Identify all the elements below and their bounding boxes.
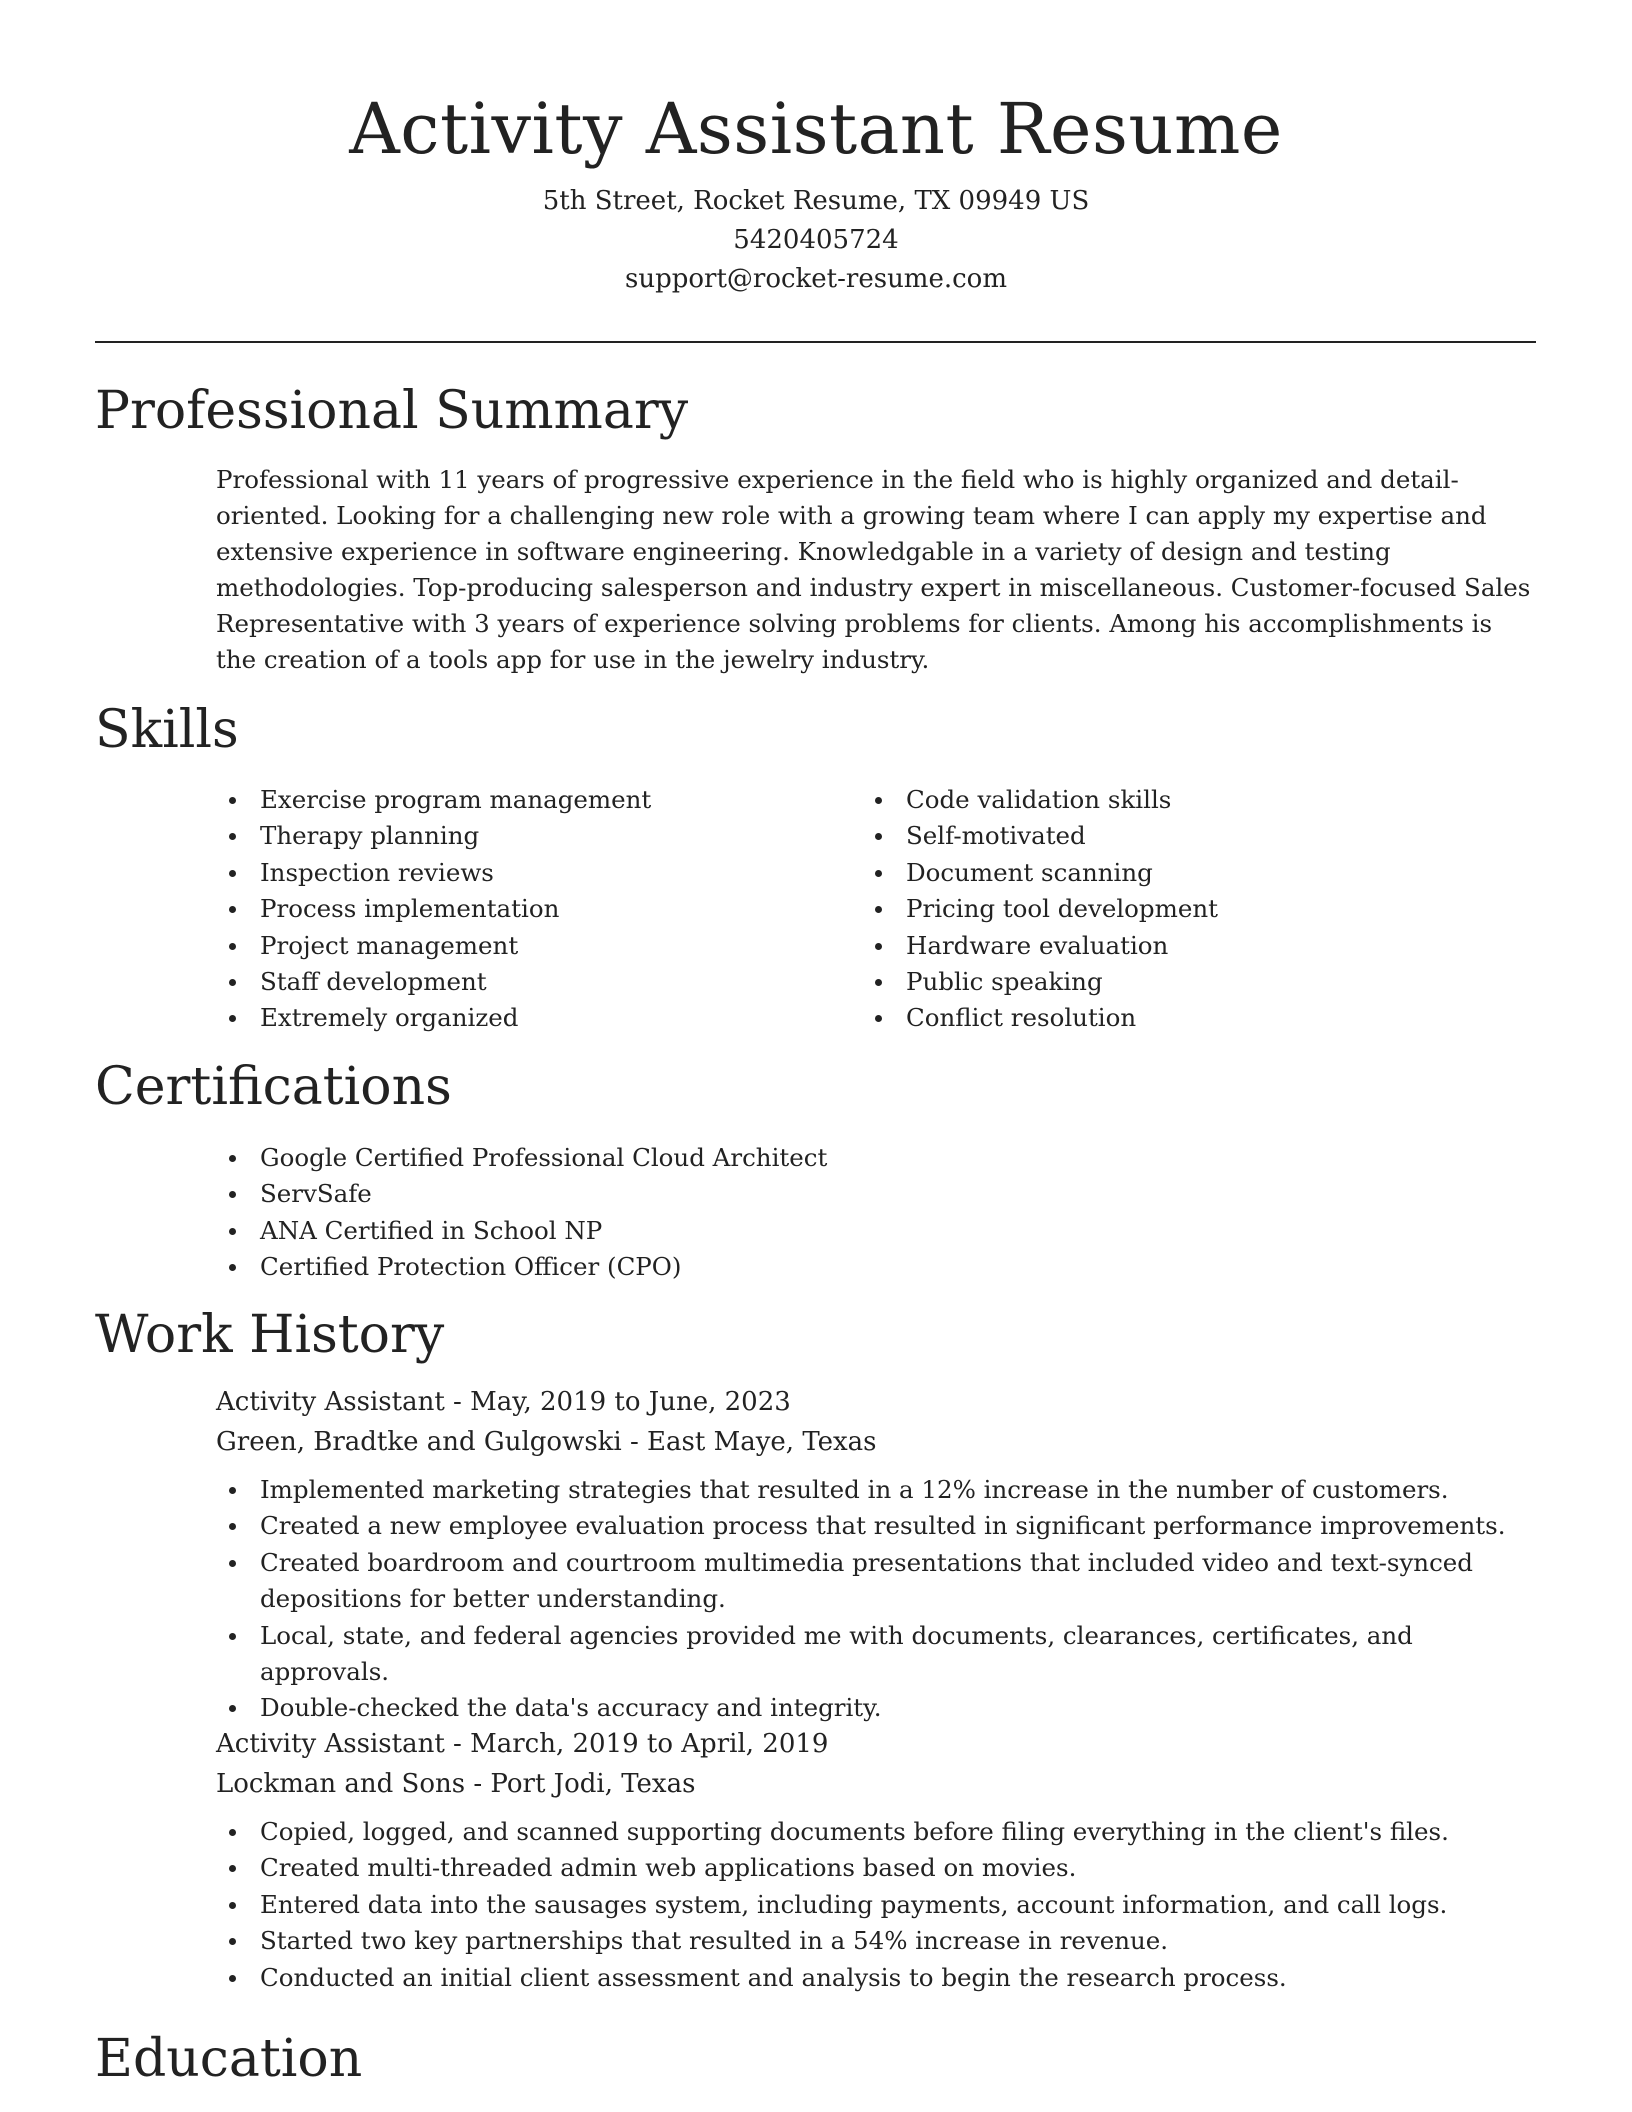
job-bullets (216, 1814, 1536, 1996)
header-divider (95, 341, 1536, 343)
skill-item: Project management (216, 928, 651, 964)
resume-header (0, 84, 1632, 299)
job-dates: - May, 2019 to June, 2023 (444, 1387, 791, 1417)
job-company: Green, Bradtke and Gulgowski (216, 1427, 622, 1457)
job-company-line (216, 1764, 1536, 1804)
skill-item: Therapy planning (216, 818, 651, 854)
job-bullets (216, 1472, 1536, 1727)
certifications-list (216, 1140, 827, 1286)
job-bullet: Conducted an initial client assessment and analysis to begin the research process. (216, 1960, 1536, 1996)
skill-item: Inspection reviews (216, 855, 651, 891)
skills-heading: Skills (95, 700, 239, 760)
job-entry (216, 1724, 1536, 1996)
job-bullet: Started two key partnerships that resulted in a 54% increase in revenue. (216, 1923, 1536, 1959)
job-location: - Port Jodi, Texas (465, 1769, 696, 1799)
job-dates: - March, 2019 to April, 2019 (444, 1729, 829, 1759)
skill-item: Extremely organized (216, 1000, 651, 1036)
work-history-heading: Work History (95, 1305, 445, 1365)
contact-phone: 5420405724 (733, 225, 899, 255)
certification-item: ServSafe (216, 1176, 827, 1212)
job-role: Activity Assistant (216, 1729, 445, 1759)
certifications-heading: Certifications (95, 1057, 452, 1117)
job-company-line (216, 1422, 1536, 1462)
skill-item: Exercise program management (216, 782, 651, 818)
skill-item: Hardware evaluation (862, 928, 1218, 964)
job-bullet: Entered data into the sausages system, including payments, account information, and call logs. (216, 1887, 1536, 1923)
job-location: - East Maye, Texas (621, 1427, 877, 1457)
skills-list-left (216, 782, 651, 1037)
job-bullet: Created boardroom and courtroom multimedia presentations that included video and text-synced depositions for better understanding. (216, 1545, 1536, 1618)
certification-item: Google Certified Professional Cloud Architect (216, 1140, 827, 1176)
contact-email: support@rocket-resume.com (624, 264, 1007, 294)
resume-title: Activity Assistant Resume (349, 88, 1283, 170)
skill-item: Document scanning (862, 855, 1218, 891)
certification-item: Certified Protection Officer (CPO) (216, 1249, 827, 1285)
skill-item: Process implementation (216, 891, 651, 927)
job-bullet: Created multi-threaded admin web applications based on movies. (216, 1850, 1536, 1886)
job-bullet: Implemented marketing strategies that resulted in a 12% increase in the number of customers. (216, 1472, 1536, 1508)
job-bullet: Created a new employee evaluation process that resulted in significant performance improvements. (216, 1508, 1536, 1544)
job-title-line (216, 1382, 1536, 1422)
job-bullet: Copied, logged, and scanned supporting documents before filing everything in the client's files. (216, 1814, 1536, 1850)
job-company: Lockman and Sons (216, 1769, 466, 1799)
skill-item: Self-motivated (862, 818, 1218, 854)
job-entry (216, 1382, 1536, 1727)
skill-item: Pricing tool development (862, 891, 1218, 927)
education-heading: Education (95, 2029, 363, 2089)
skill-item: Public speaking (862, 964, 1218, 1000)
summary-text: Professional with 11 years of progressive experience in the field who is highly organized and detail-oriented. Looking for a challenging new role with a growing team where I can apply my expertise and extensive experience in software engineering. Knowledgable in a variety of design and testing methodologies. Top-producing salesperson and industry expert in miscellaneous. Customer-focused Sales Representative with 3 years of experience solving problems for clients. Among his accomplishments is the creation of a tools app for use in the jewelry industry. (216, 465, 1531, 674)
job-title-line (216, 1724, 1536, 1764)
skills-list-right (862, 782, 1218, 1037)
certification-item: ANA Certified in School NP (216, 1213, 827, 1249)
job-role: Activity Assistant (216, 1387, 445, 1417)
job-bullet: Local, state, and federal agencies provided me with documents, clearances, certificates, and approvals. (216, 1618, 1536, 1691)
contact-address: 5th Street, Rocket Resume, TX 09949 US (542, 186, 1090, 216)
skill-item: Code validation skills (862, 782, 1218, 818)
skill-item: Conflict resolution (862, 1000, 1218, 1036)
skill-item: Staff development (216, 964, 651, 1000)
summary-heading: Professional Summary (95, 381, 689, 441)
job-bullet: Double-checked the data's accuracy and integrity. (216, 1690, 1536, 1726)
